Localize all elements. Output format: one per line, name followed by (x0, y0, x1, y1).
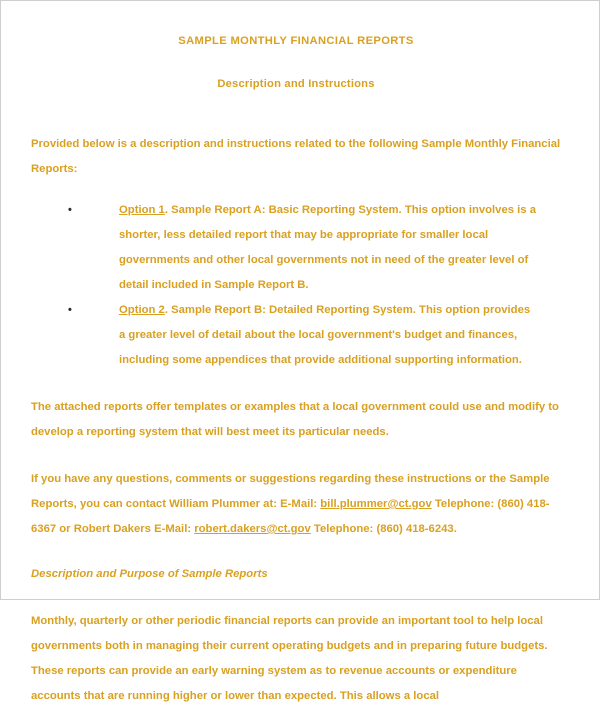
bullet-point-icon: • (68, 204, 72, 216)
option-body: . Sample Report B: Detailed Reporting System. This option provides a greater level of detail about the local government's budget and finances, including some appendices that provide additional supporting information. (119, 304, 531, 366)
options-list (31, 182, 561, 373)
intro-paragraph: Provided below is a description and instructions related to the following Sample Monthly Financial Reports: (31, 138, 561, 175)
attached-reports-paragraph: The attached reports offer templates or examples that a local government could use and modify to develop a reporting system that will best meet its particular needs. (31, 401, 559, 438)
bullet-point-icon: • (68, 304, 72, 316)
contact-paragraph (31, 445, 561, 542)
section-heading: Description and Purpose of Sample Reports (31, 568, 268, 580)
option-label: Option 1 (119, 204, 165, 216)
page-title: SAMPLE MONTHLY FINANCIAL REPORTS (178, 35, 414, 47)
option-label: Option 2 (119, 304, 165, 316)
option-body: . Sample Report A: Basic Reporting System. This option involves is a shorter, less detailed report that may be appropriate for smaller local governments and other local governments not in need of the greater level of detail included in Sample Report B. (119, 204, 537, 291)
email-link-plummer[interactable]: bill.plummer@ct.gov (320, 498, 432, 510)
email-link-dakers[interactable]: robert.dakers@ct.gov (194, 523, 311, 535)
list-item (31, 198, 561, 298)
document-body (1, 1, 599, 702)
list-item (31, 298, 561, 373)
page-subtitle: Description and Instructions (217, 78, 375, 90)
final-paragraph: Monthly, quarterly or other periodic financial reports can provide an important tool to help local governments both in managing their current operating budgets and in preparing future budgets. These reports can provide an early warning system as to revenue accounts or expenditure accounts that are running higher or lower than expected. This allows a local (31, 615, 548, 702)
contact-middle-text: Telephone: (860) 418-6367 or Robert Dakers E-Mail: (31, 498, 550, 535)
contact-lead-text: If you have any questions, comments or suggestions regarding these instructions or the Sample Reports, you can contact William Plummer at: E-Mail: (31, 473, 550, 510)
contact-tail-text: Telephone: (860) 418-6243. (310, 523, 457, 535)
